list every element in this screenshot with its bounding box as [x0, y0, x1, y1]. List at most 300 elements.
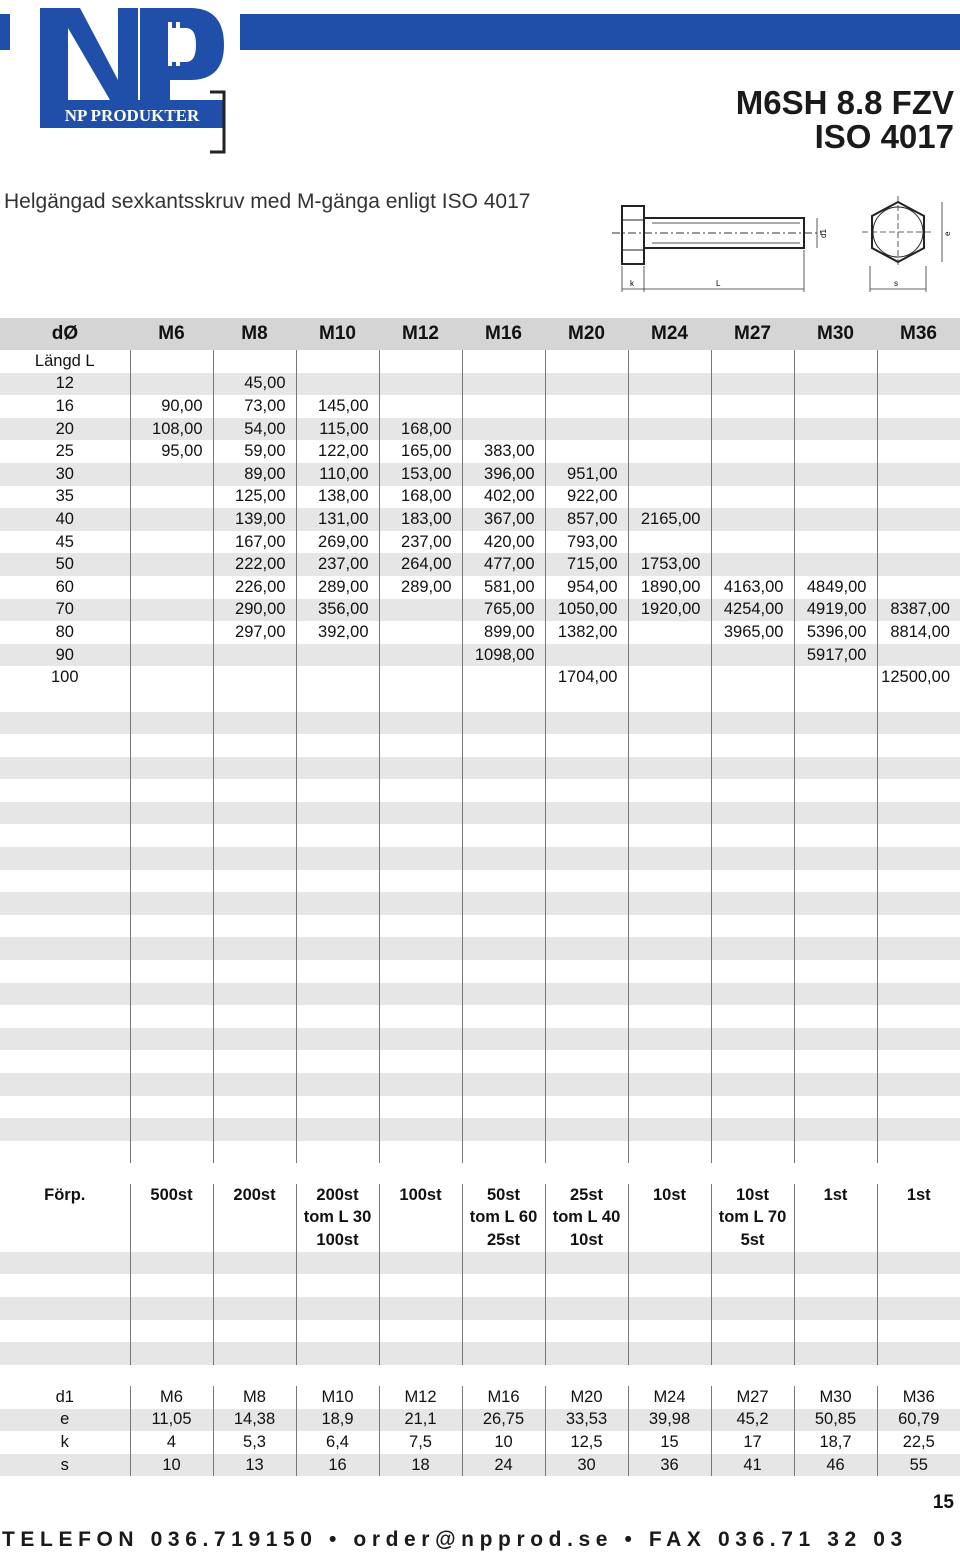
empty-cell: [0, 1274, 130, 1297]
empty-cell: [462, 1141, 545, 1164]
empty-cell: [296, 779, 379, 802]
empty-cell: [130, 712, 213, 735]
empty-cell: [462, 1297, 545, 1320]
dimensions-table: [0, 1386, 960, 1476]
empty-cell: [545, 802, 628, 825]
dimension-value: M12: [379, 1386, 462, 1409]
empty-cell: [711, 1050, 794, 1073]
empty-cell: [545, 1297, 628, 1320]
empty-cell: [0, 824, 130, 847]
empty-cell: [0, 1141, 130, 1164]
price-cell: [462, 666, 545, 689]
dimension-value: 55: [877, 1454, 960, 1477]
empty-row: [0, 712, 960, 735]
empty-row: [0, 983, 960, 1006]
price-cell: 125,00: [213, 486, 296, 509]
empty-cell: [628, 892, 711, 915]
empty-cell: [711, 734, 794, 757]
empty-cell: [379, 1005, 462, 1028]
empty-cell: [462, 1073, 545, 1096]
price-cell: 951,00: [545, 463, 628, 486]
empty-cell: [130, 802, 213, 825]
price-cell: [296, 644, 379, 667]
empty-cell: [794, 802, 877, 825]
price-cell: [379, 395, 462, 418]
price-cell: 1098,00: [462, 644, 545, 667]
price-cell: [545, 395, 628, 418]
empty-cell: [296, 712, 379, 735]
empty-cell: [296, 960, 379, 983]
price-cell: [711, 508, 794, 531]
empty-cell: [877, 689, 960, 712]
price-cell: 793,00: [545, 531, 628, 554]
empty-row: [0, 1073, 960, 1096]
empty-cell: [213, 802, 296, 825]
empty-cell: [462, 1050, 545, 1073]
dimension-value: 10: [130, 1454, 213, 1477]
empty-cell: [213, 892, 296, 915]
empty-cell: [0, 757, 130, 780]
empty-cell: [794, 712, 877, 735]
empty-cell: [628, 712, 711, 735]
price-cell: [296, 350, 379, 373]
empty-cell: [296, 847, 379, 870]
empty-cell: [628, 1252, 711, 1275]
dimension-value: M20: [545, 1386, 628, 1409]
empty-cell: [0, 689, 130, 712]
empty-cell: [794, 960, 877, 983]
empty-cell: [877, 802, 960, 825]
empty-cell: [213, 1028, 296, 1051]
empty-cell: [130, 870, 213, 893]
price-cell: [877, 553, 960, 576]
empty-cell: [711, 1118, 794, 1141]
dimension-value: 5,3: [213, 1431, 296, 1454]
price-cell: 4919,00: [794, 599, 877, 622]
empty-cell: [213, 915, 296, 938]
empty-cell: [545, 847, 628, 870]
empty-cell: [296, 734, 379, 757]
empty-cell: [545, 937, 628, 960]
table-row: [0, 395, 960, 418]
empty-cell: [794, 1297, 877, 1320]
dimension-value: 21,1: [379, 1409, 462, 1432]
empty-cell: [628, 802, 711, 825]
price-cell: 289,00: [379, 576, 462, 599]
empty-cell: [296, 870, 379, 893]
empty-cell: [130, 892, 213, 915]
empty-cell: [379, 1320, 462, 1343]
price-cell: [462, 418, 545, 441]
empty-cell: [628, 757, 711, 780]
dimension-value: 18,7: [794, 1431, 877, 1454]
empty-cell: [296, 1274, 379, 1297]
dimension-row: [0, 1409, 960, 1432]
empty-cell: [462, 1096, 545, 1119]
price-cell: [296, 666, 379, 689]
price-cell: 297,00: [213, 621, 296, 644]
empty-cell: [130, 689, 213, 712]
dimension-value: 16: [296, 1454, 379, 1477]
empty-row: [0, 960, 960, 983]
price-cell: 2165,00: [628, 508, 711, 531]
packaging-cell: [877, 1229, 960, 1252]
empty-cell: [130, 1096, 213, 1119]
price-cell: [711, 486, 794, 509]
empty-cell: [711, 937, 794, 960]
packaging-row: [0, 1207, 960, 1230]
empty-cell: [462, 870, 545, 893]
empty-cell: [711, 960, 794, 983]
empty-cell: [545, 1073, 628, 1096]
price-cell: 1382,00: [545, 621, 628, 644]
dimension-value: M27: [711, 1386, 794, 1409]
empty-cell: [379, 983, 462, 1006]
price-cell: [628, 373, 711, 396]
empty-cell: [877, 1274, 960, 1297]
table-row: [0, 666, 960, 689]
empty-cell: [462, 1005, 545, 1028]
empty-cell: [877, 1073, 960, 1096]
price-cell: [628, 395, 711, 418]
price-cell: 8814,00: [877, 621, 960, 644]
price-cell: [877, 395, 960, 418]
price-cell: [545, 644, 628, 667]
empty-cell: [130, 1342, 213, 1365]
empty-cell: [296, 802, 379, 825]
price-cell: 392,00: [296, 621, 379, 644]
empty-cell: [130, 1141, 213, 1164]
dimension-row: [0, 1431, 960, 1454]
brand-name: NP PRODUKTER: [64, 106, 200, 125]
packaging-cell: 25st: [462, 1229, 545, 1252]
price-cell: [379, 644, 462, 667]
price-cell: 89,00: [213, 463, 296, 486]
dimension-value: 18,9: [296, 1409, 379, 1432]
empty-cell: [545, 824, 628, 847]
price-cell: [379, 599, 462, 622]
empty-cell: [794, 689, 877, 712]
empty-cell: [628, 847, 711, 870]
empty-cell: [545, 689, 628, 712]
empty-cell: [130, 960, 213, 983]
empty-cell: [0, 1297, 130, 1320]
empty-cell: [877, 1342, 960, 1365]
price-cell: 289,00: [296, 576, 379, 599]
empty-cell: [379, 1141, 462, 1164]
empty-cell: [794, 1050, 877, 1073]
empty-cell: [877, 824, 960, 847]
price-cell: [711, 350, 794, 373]
price-cell: [462, 350, 545, 373]
price-cell: 581,00: [462, 576, 545, 599]
empty-row: [0, 824, 960, 847]
price-cell: 167,00: [213, 531, 296, 554]
price-cell: 8387,00: [877, 599, 960, 622]
empty-cell: [628, 1342, 711, 1365]
product-description: Helgängad sexkantsskruv med M-gänga enligt ISO 4017: [4, 190, 531, 213]
empty-cell: [130, 1005, 213, 1028]
empty-cell: [379, 1297, 462, 1320]
empty-cell: [379, 712, 462, 735]
price-cell: 153,00: [379, 463, 462, 486]
price-cell: [130, 644, 213, 667]
empty-cell: [877, 983, 960, 1006]
length-value: 100: [50, 668, 79, 687]
empty-cell: [379, 1050, 462, 1073]
empty-cell: [794, 1252, 877, 1275]
empty-cell: [711, 1096, 794, 1119]
empty-cell: [711, 824, 794, 847]
empty-cell: [379, 1342, 462, 1365]
price-cell: 715,00: [545, 553, 628, 576]
price-cell: [213, 666, 296, 689]
dimension-value: 22,5: [877, 1431, 960, 1454]
s-label: s: [894, 279, 898, 288]
price-cell: [877, 644, 960, 667]
empty-cell: [130, 1050, 213, 1073]
price-cell: [628, 463, 711, 486]
dimension-value: 17: [711, 1431, 794, 1454]
empty-cell: [0, 1005, 130, 1028]
empty-cell: [130, 1297, 213, 1320]
empty-cell: [628, 1005, 711, 1028]
price-table: [0, 318, 960, 1163]
empty-row: [0, 689, 960, 712]
empty-cell: [213, 1252, 296, 1275]
empty-cell: [296, 1320, 379, 1343]
table-row: [0, 418, 960, 441]
empty-row: [0, 1297, 960, 1320]
empty-cell: [794, 1342, 877, 1365]
company-logo: [10, 0, 240, 165]
price-cell: 237,00: [379, 531, 462, 554]
dimension-value: 11,05: [130, 1409, 213, 1432]
empty-cell: [877, 757, 960, 780]
empty-cell: [628, 1141, 711, 1164]
empty-cell: [628, 1118, 711, 1141]
empty-cell: [711, 689, 794, 712]
packaging-cell: 50st: [462, 1184, 545, 1207]
empty-cell: [0, 1342, 130, 1365]
price-cell: 138,00: [296, 486, 379, 509]
empty-row: [0, 802, 960, 825]
price-cell: 420,00: [462, 531, 545, 554]
price-cell: 477,00: [462, 553, 545, 576]
dimension-value: 14,38: [213, 1409, 296, 1432]
product-title: [736, 86, 954, 154]
empty-cell: [462, 757, 545, 780]
price-cell: [877, 373, 960, 396]
empty-cell: [379, 779, 462, 802]
table-row: [0, 373, 960, 396]
price-cell: 264,00: [379, 553, 462, 576]
empty-cell: [379, 824, 462, 847]
empty-cell: [213, 712, 296, 735]
price-cell: [711, 418, 794, 441]
empty-cell: [877, 1118, 960, 1141]
packaging-row: [0, 1184, 960, 1207]
empty-cell: [877, 1297, 960, 1320]
empty-cell: [628, 960, 711, 983]
empty-cell: [379, 870, 462, 893]
empty-cell: [794, 915, 877, 938]
dimension-value: M30: [794, 1386, 877, 1409]
length-value: 30: [0, 463, 130, 486]
empty-cell: [296, 1342, 379, 1365]
empty-cell: [379, 960, 462, 983]
empty-cell: [545, 1342, 628, 1365]
empty-cell: [0, 915, 130, 938]
price-cell: 290,00: [213, 599, 296, 622]
empty-cell: [877, 1320, 960, 1343]
empty-cell: [0, 892, 130, 915]
empty-cell: [628, 870, 711, 893]
empty-cell: [877, 1005, 960, 1028]
empty-cell: [877, 1141, 960, 1164]
empty-cell: [628, 1073, 711, 1096]
price-cell: [711, 373, 794, 396]
dimension-row: [0, 1454, 960, 1477]
empty-cell: [628, 734, 711, 757]
empty-cell: [130, 1118, 213, 1141]
price-cell: [794, 418, 877, 441]
price-cell: [545, 440, 628, 463]
empty-cell: [130, 1320, 213, 1343]
price-cell: 54,00: [213, 418, 296, 441]
price-cell: [794, 463, 877, 486]
empty-cell: [545, 1050, 628, 1073]
table-row: [0, 531, 960, 554]
product-code: M6SH 8.8 FZV: [735, 84, 954, 121]
empty-cell: [711, 915, 794, 938]
dimension-label: k: [60, 1432, 69, 1451]
empty-cell: [877, 1028, 960, 1051]
price-cell: 222,00: [213, 553, 296, 576]
empty-cell: [296, 1141, 379, 1164]
empty-cell: [545, 1320, 628, 1343]
price-cell: 954,00: [545, 576, 628, 599]
empty-cell: [296, 915, 379, 938]
packaging-row: [0, 1229, 960, 1252]
empty-cell: [545, 1118, 628, 1141]
price-cell: [545, 373, 628, 396]
price-cell: [130, 576, 213, 599]
empty-cell: [628, 1050, 711, 1073]
empty-cell: [379, 757, 462, 780]
table-row: [0, 440, 960, 463]
price-cell: [877, 350, 960, 373]
price-cell: [711, 644, 794, 667]
empty-cell: [545, 1141, 628, 1164]
price-cell: [130, 553, 213, 576]
packaging-cell: [628, 1229, 711, 1252]
price-cell: [711, 463, 794, 486]
price-cell: 108,00: [130, 418, 213, 441]
price-cell: 12500,00: [877, 666, 960, 689]
price-cell: 4254,00: [711, 599, 794, 622]
empty-row: [0, 1005, 960, 1028]
empty-cell: [794, 734, 877, 757]
empty-cell: [379, 734, 462, 757]
empty-row: [0, 1141, 960, 1164]
price-cell: [130, 350, 213, 373]
empty-cell: [213, 1320, 296, 1343]
empty-cell: [0, 802, 130, 825]
packaging-cell: 200st: [213, 1184, 296, 1207]
price-cell: [130, 621, 213, 644]
price-cell: [877, 486, 960, 509]
empty-cell: [711, 757, 794, 780]
dimension-value: M8: [213, 1386, 296, 1409]
packaging-cell: [794, 1207, 877, 1230]
empty-cell: [379, 689, 462, 712]
dimension-value: 33,53: [545, 1409, 628, 1432]
empty-row: [0, 779, 960, 802]
table-row: [0, 553, 960, 576]
dimension-value: 24: [462, 1454, 545, 1477]
empty-cell: [462, 960, 545, 983]
empty-cell: [462, 937, 545, 960]
price-cell: [877, 531, 960, 554]
price-cell: [711, 553, 794, 576]
empty-cell: [130, 734, 213, 757]
empty-cell: [0, 983, 130, 1006]
dimension-value: 7,5: [379, 1431, 462, 1454]
empty-cell: [628, 1028, 711, 1051]
packaging-cell: 1st: [794, 1184, 877, 1207]
empty-cell: [545, 1096, 628, 1119]
price-cell: [877, 576, 960, 599]
empty-cell: [296, 1118, 379, 1141]
empty-cell: [462, 802, 545, 825]
empty-cell: [130, 1252, 213, 1275]
packaging-cell: tom L 60: [462, 1207, 545, 1230]
length-value: 20: [0, 418, 130, 441]
price-cell: 90,00: [130, 395, 213, 418]
packaging-cell: tom L 40: [545, 1207, 628, 1230]
empty-cell: [462, 689, 545, 712]
empty-cell: [711, 983, 794, 1006]
price-cell: [379, 373, 462, 396]
empty-cell: [0, 1118, 130, 1141]
d1-label: d1: [819, 229, 828, 238]
dimension-value: 30: [545, 1454, 628, 1477]
empty-cell: [130, 983, 213, 1006]
table-row: [0, 599, 960, 622]
price-cell: [877, 440, 960, 463]
packaging-cell: [379, 1207, 462, 1230]
empty-cell: [0, 1073, 130, 1096]
price-cell: [379, 350, 462, 373]
dimension-value: M6: [130, 1386, 213, 1409]
empty-cell: [296, 892, 379, 915]
empty-cell: [379, 1274, 462, 1297]
column-header: M20: [545, 318, 628, 350]
price-cell: 1753,00: [628, 553, 711, 576]
empty-cell: [711, 870, 794, 893]
length-value: 60: [55, 577, 74, 596]
price-cell: [628, 418, 711, 441]
price-cell: 1704,00: [545, 666, 628, 689]
price-cell: [213, 350, 296, 373]
empty-cell: [462, 915, 545, 938]
price-cell: [711, 666, 794, 689]
packaging-cell: tom L 70: [711, 1207, 794, 1230]
price-cell: [628, 644, 711, 667]
price-cell: [628, 440, 711, 463]
empty-cell: [711, 847, 794, 870]
